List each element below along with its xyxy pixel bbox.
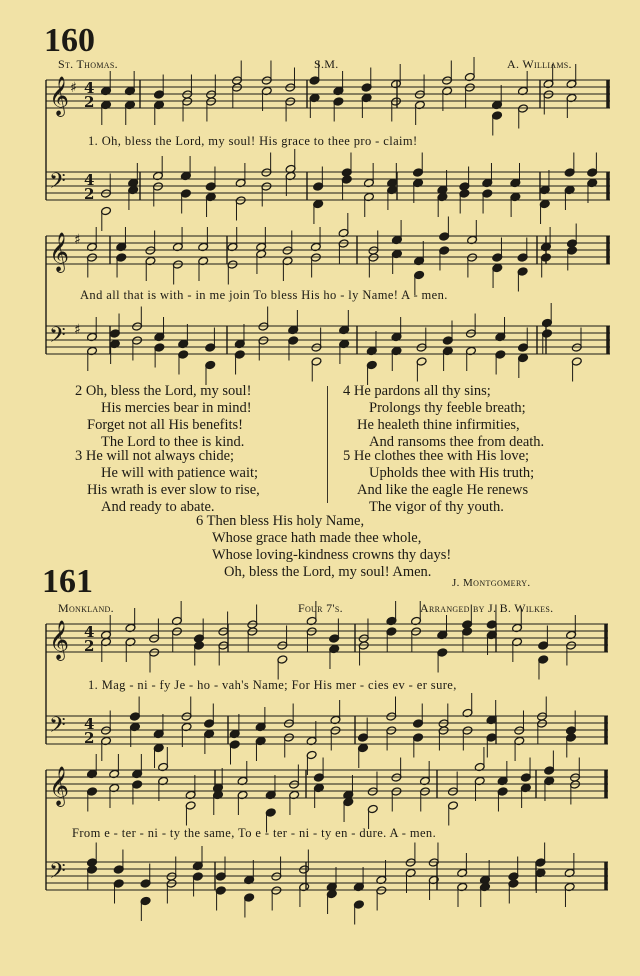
stanza-6: 6 Then bless His holy Name, Whose grace hath made thee whole, Whose loving-kindness crowns thy days! Oh, bless the Lord, my soul! Amen.: [196, 513, 452, 580]
tune-name: St. Thomas.: [58, 57, 118, 71]
svg-text:♯: ♯: [74, 322, 81, 338]
svg-text:2: 2: [84, 185, 95, 203]
svg-text:𝄞: 𝄞: [49, 766, 70, 806]
lyric-line: And all that is with - in me join To bless His ho - ly Name! A - men.: [80, 288, 448, 302]
svg-text:2: 2: [84, 729, 95, 747]
svg-text:4: 4: [84, 79, 95, 97]
svg-text:2: 2: [84, 93, 95, 111]
meter: Four 7's.: [298, 601, 343, 615]
svg-text:𝄢: 𝄢: [49, 859, 66, 889]
hymn-number: 161: [42, 563, 93, 600]
svg-text:𝄞: 𝄞: [49, 232, 70, 272]
lyric-line: From e - ter - ni - ty the same, To e - ter - ni - ty en - dure. A - men.: [72, 826, 437, 840]
author: J. Montgomery.: [452, 577, 531, 589]
composer: Arranged by J. B. Wilkes.: [420, 601, 554, 615]
svg-text:𝄢: 𝄢: [49, 713, 66, 743]
svg-text:4: 4: [84, 171, 95, 189]
svg-text:𝄢: 𝄢: [49, 169, 66, 199]
svg-text:𝄞: 𝄞: [49, 620, 70, 660]
svg-text:2: 2: [84, 637, 95, 655]
composer: A. Williams.: [507, 57, 572, 71]
tune-name: Monkland.: [58, 601, 114, 615]
svg-text:♯: ♯: [74, 232, 81, 248]
svg-text:4: 4: [84, 623, 95, 641]
svg-text:𝄞: 𝄞: [49, 76, 70, 116]
stanza-5: 5 He clothes thee with His love; Upholds thee with His truth; And like the eagle He renews The vigor of thy youth.: [343, 448, 535, 515]
svg-text:♯: ♯: [70, 80, 77, 96]
svg-text:4: 4: [84, 715, 95, 733]
svg-text:𝄢: 𝄢: [49, 323, 66, 353]
lyric-line: 1. Mag - ni - fy Je - ho - vah's Name; For His mer - cies ev - er sure,: [88, 678, 457, 692]
stanza-2: 2 Oh, bless the Lord, my soul! His mercies bear in mind! Forget not all His benefits! The Lord to thee is kind.: [75, 383, 252, 450]
hymn-number: 160: [44, 22, 95, 59]
lyric-line: 1. Oh, bless the Lord, my soul! His grace to thee pro - claim!: [88, 134, 418, 148]
meter: S.M.: [314, 57, 339, 71]
stanza-divider: [327, 386, 328, 503]
stanza-3: 3 He will not always chide; He will with patience wait; His wrath is ever slow to rise, And ready to abate.: [75, 448, 260, 515]
stanza-4: 4 He pardons all thy sins; Prolongs thy feeble breath; He healeth thine infirmities, And ransoms thee from death.: [343, 383, 545, 450]
